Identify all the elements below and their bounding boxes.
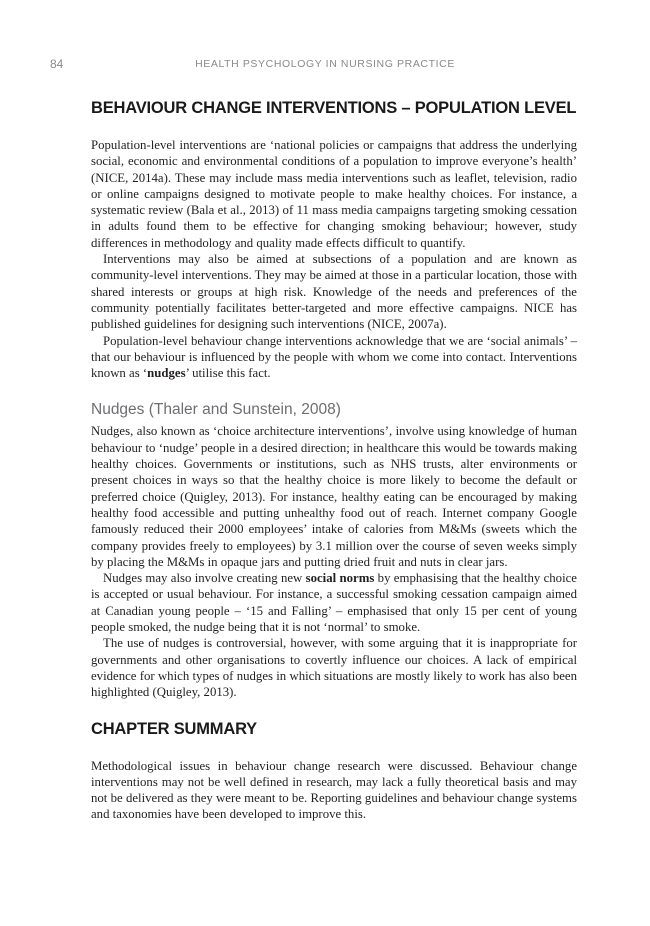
paragraph: Population-level interventions are ‘national policies or campaigns that address the underlying social, economic and environmental conditions of a population to improve everyone’s health’ (NICE, 2014a). These may include mass media interventions such as leaflet, television, radio or online campaigns designed to motivate people to make healthy choices. For instance, a systematic review (Bala et al., 2013) of 11 mass media campaigns targeting smoking cessation in adults found them to be effective for changing smoking behaviour; however, study differences in methodology and quality made effects difficult to quantify. xyxy=(91,138,577,250)
section-heading-chapter-summary: CHAPTER SUMMARY xyxy=(91,719,257,738)
paragraph-text: ’ utilise this fact. xyxy=(185,366,271,381)
bold-term-nudges: nudges xyxy=(147,366,186,381)
paragraph-text: Nudges may also involve creating new xyxy=(103,571,306,586)
paragraph: Methodological issues in behaviour change research were discussed. Behaviour change interventions may not be well defined in research, may lack a fully theoretical basis and may not be delivered as they were meant to be. Reporting guidelines and behaviour change systems and taxonomies have been developed to improve this. xyxy=(91,758,577,822)
paragraph-text: by emphasising that the healthy choice is accepted or usual behaviour. For instance, a successful smoking cessation campaign aimed at Canadian young people – ‘15 and Falling’ – emphasised that only 15 per cent of young people smoked, the nudge being that it is not ‘normal’ to smoke. xyxy=(91,571,577,635)
paragraph: Interventions may also be aimed at subsections of a population and are known as community-level interventions. They may be aimed at those in a particular location, those with shared interests or groups at high risk. Knowledge of the needs and preferences of the community potentially facilitates better-targeted and more effective campaigns. NICE has published guidelines for designing such interventions (NICE, 2007a). xyxy=(91,252,577,332)
page-body xyxy=(91,98,577,823)
running-header: HEALTH PSYCHOLOGY IN NURSING PRACTICE xyxy=(195,58,455,70)
paragraph-text: Population-level behaviour change interventions acknowledge that we are ‘social animals’ – that our behaviour is influenced by the people with whom we come into contact. Interventions known as ‘ xyxy=(91,333,577,381)
paragraph: Nudges, also known as ‘choice architecture interventions’, involve using knowledge of human behaviour to ‘nudge’ people in a desired direction; in healthcare this would be towards making healthy choices. Governments or institutions, such as NHS trusts, alter environments or present choices in ways so that the healthy choice is more likely to become the default or preferred choice (Quigley, 2013). For instance, healthy eating can be encouraged by making healthy food accessible and putting unhealthy food out of reach. Internet company Google famously reduced their 2000 employees’ intake of calories from M&Ms (sweets which the company provides freely to employees) by 3.1 million over the course of seven weeks simply by placing the M&Ms in opaque jars and putting dried fruit and nuts in clear jars. xyxy=(91,424,577,569)
paragraph: The use of nudges is controversial, however, with some arguing that it is inappropriate for governments and other organisations to covertly influence our choices. A lack of empirical evidence for which types of nudges in which situations are mostly likely to work has also been highlighted (Quigley, 2013). xyxy=(91,636,577,700)
paragraph xyxy=(91,333,577,382)
paragraph xyxy=(91,570,577,635)
bold-term-social-norms: social norms xyxy=(305,571,375,586)
page-number: 84 xyxy=(50,57,64,71)
subsection-heading-nudges: Nudges (Thaler and Sunstein, 2008) xyxy=(91,401,341,419)
section-heading-population-level: BEHAVIOUR CHANGE INTERVENTIONS – POPULATION LEVEL xyxy=(91,99,577,117)
